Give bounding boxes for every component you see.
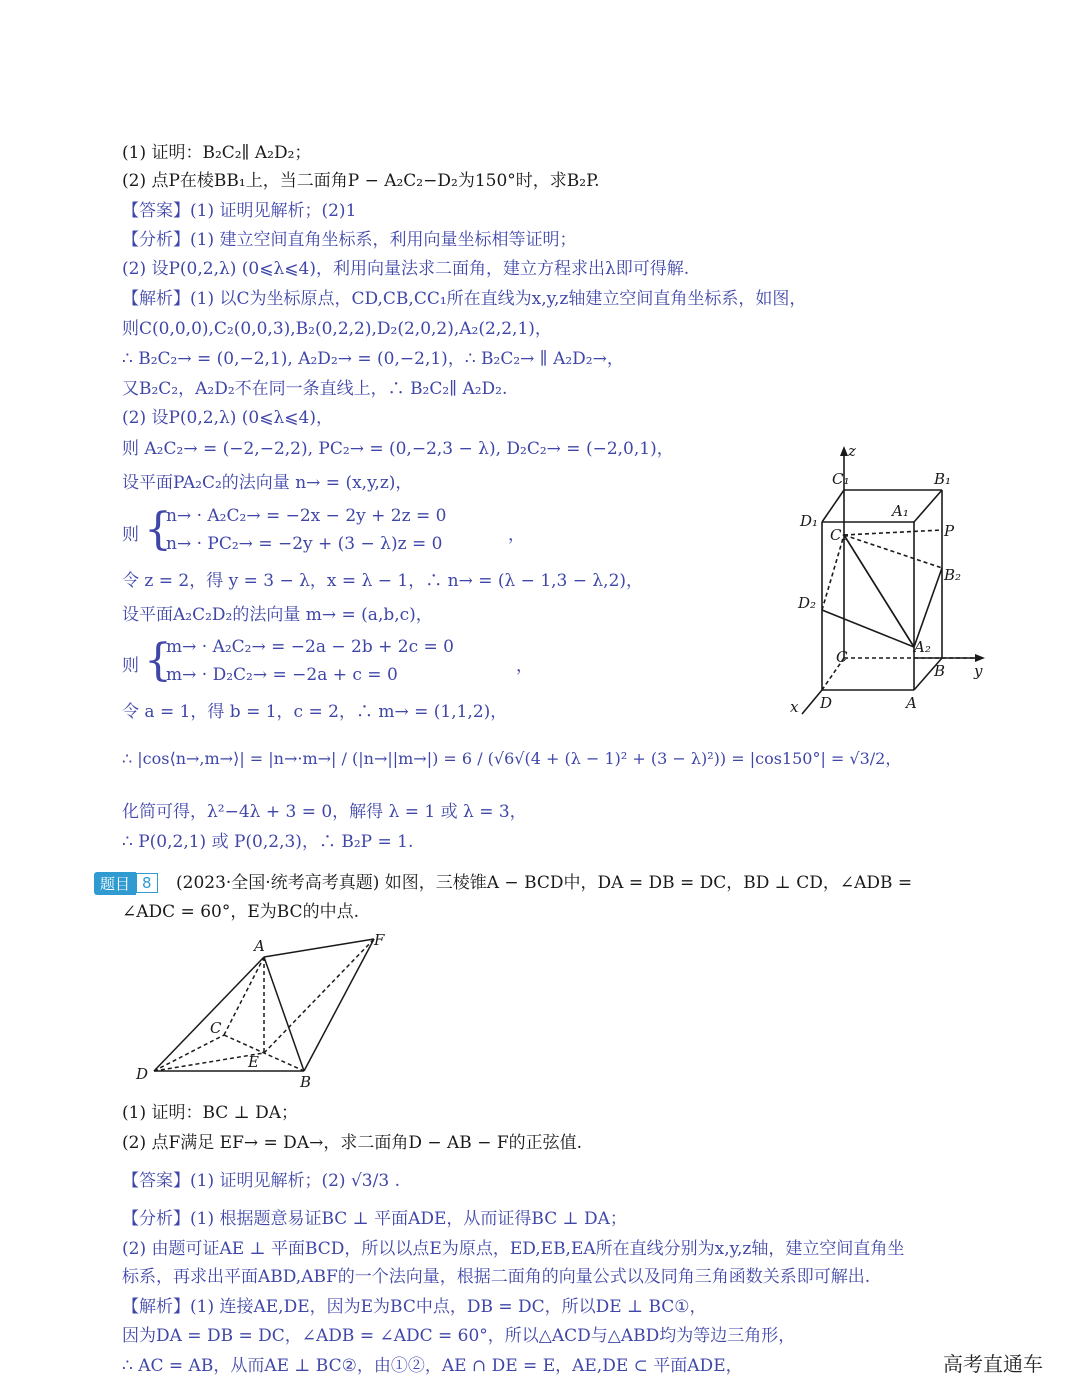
solution-line-3: ∴ AC = AB，从而AE ⊥ BC②，由①②，AE ∩ DE = E，AE,DE ⊂ 平面ADE， <box>122 1356 743 1376</box>
label-y: y <box>974 662 983 680</box>
line-e-f <box>264 939 374 1053</box>
solution-line-7: 设平面PA₂C₂的法向量 n→ = (x,y,z)， <box>122 473 413 493</box>
solution-line-5: (2) 设P(0,2,λ) (0⩽λ⩽4)， <box>122 408 333 428</box>
label-d1: D₁ <box>800 512 819 530</box>
label-p: P <box>944 522 955 540</box>
label-b: B <box>934 662 946 680</box>
problem-tag-number: 8 <box>136 873 158 893</box>
answer-line: 【答案】(1) 证明见解析；(2)1 <box>122 201 357 221</box>
edge-c1-d1 <box>822 490 844 522</box>
line-a2-b2 <box>914 568 942 647</box>
system-prefix: 则 <box>122 525 139 545</box>
analysis-line-1: 【分析】(1) 根据题意易证BC ⊥ 平面ADE，从而证得BC ⊥ DA； <box>122 1209 627 1229</box>
line-c2-b2 <box>844 535 942 568</box>
label-b: B <box>300 1073 312 1091</box>
analysis-line-2: (2) 由题可证AE ⊥ 平面BCD，所以以点E为原点，ED,EB,EA所在直线分别为x,y,z轴，建立空间直角坐 <box>122 1239 905 1259</box>
problem-tag <box>94 871 158 895</box>
figure-tetrahedron <box>122 925 397 1093</box>
figure-prism-coordinates <box>780 440 1010 725</box>
edge-a-f <box>264 939 374 957</box>
label-d: D <box>820 694 833 712</box>
label-z: z <box>848 442 856 460</box>
line-d2-c2 <box>822 535 844 610</box>
solution-line-1: 【解析】(1) 连接AE,DE，因为E为BC中点，DB = DC，所以DE ⊥ BC①， <box>122 1297 707 1317</box>
system-suffix: ， <box>516 656 533 676</box>
solution-line-13: ∴ P(0,2,1) 或 P(0,2,3)，∴ B₂P = 1. <box>122 832 414 852</box>
solution-line-10: 令 a = 1，得 b = 1，c = 2，∴ m→ = (1,1,2)， <box>122 702 508 722</box>
label-f: F <box>374 931 385 949</box>
analysis-line-3: 标系，再求出平面ABD,ABF的一个法向量，根据二面角的向量公式以及同角三角函数关系即可解出. <box>122 1267 871 1287</box>
problem-tag-label: 题目 <box>94 872 136 895</box>
solution-line-11-formula: ∴ |cos⟨n→,m→⟩| = |n→·m→| / (|n→||m→|) = 6 / (√6√(4 + (λ − 1)² + (3 − λ)²)) = |cos150°| = √3/2， <box>122 749 902 768</box>
z-axis-arrow <box>840 446 848 456</box>
label-a2: A₂ <box>914 638 931 656</box>
label-e: E <box>248 1053 259 1071</box>
analysis-line-2: (2) 设P(0,2,λ) (0⩽λ⩽4)，利用向量法求二面角，建立方程求出λ即可得解. <box>122 259 690 279</box>
line-d2-a2 <box>822 610 914 647</box>
problem-stem-2: ∠ADC = 60°，E为BC的中点. <box>122 902 359 922</box>
solution-line-2: 因为DA = DB = DC，∠ADB = ∠ADC = 60°，所以△ACD与△ABD均为等边三角形， <box>122 1326 796 1346</box>
solution-line-1: 【解析】(1) 以C为坐标原点，CD,CB,CC₁所在直线为x,y,z轴建立空间直角坐标系，如图， <box>122 289 807 309</box>
solution-line-8: 令 z = 2，得 y = 3 − λ，x = λ − 1，∴ n→ = (λ − 1,3 − λ,2)， <box>122 571 644 591</box>
answer-line: 【答案】(1) 证明见解析；(2) √3/3 . <box>122 1171 400 1191</box>
solution-line-3: ∴ B₂C₂→ = (0,−2,1), A₂D₂→ = (0,−2,1)，∴ B₂C₂→ ∥ A₂D₂→， <box>122 349 624 369</box>
left-brace: { <box>144 504 172 555</box>
solution-line-4: 又B₂C₂，A₂D₂不在同一条直线上，∴ B₂C₂∥ A₂D₂. <box>122 379 508 399</box>
line-c2-p <box>844 530 942 535</box>
system-suffix: ， <box>508 525 525 545</box>
edge-c-a <box>224 957 264 1035</box>
system-row-1: n→ · A₂C₂→ = −2x − 2y + 2z = 0 <box>166 506 447 526</box>
question-part-2: (2) 点P在棱BB₁上，当二面角P − A₂C₂−D₂为150°时，求B₂P. <box>122 171 600 191</box>
label-c: C <box>836 648 848 666</box>
solution-line-9: 设平面A₂C₂D₂的法向量 m→ = (a,b,c)， <box>122 605 433 625</box>
label-b2: B₂ <box>944 566 962 584</box>
y-axis-arrow <box>975 654 985 662</box>
label-b1: B₁ <box>934 470 952 488</box>
edge-b1-a1 <box>914 490 942 522</box>
question-part-2: (2) 点F满足 EF→ = DA→，求二面角D − AB − F的正弦值. <box>122 1133 583 1153</box>
solution-line-6: 则 A₂C₂→ = (−2,−2,2), PC₂→ = (0,−2,3 − λ), D₂C₂→ = (−2,0,1)， <box>122 439 674 459</box>
system-row-2: n→ · PC₂→ = −2y + (3 − λ)z = 0 <box>166 534 443 554</box>
label-c: C <box>210 1019 222 1037</box>
edge-a-b <box>264 957 304 1071</box>
label-a: A <box>906 694 917 712</box>
label-c1: C₁ <box>832 470 850 488</box>
label-d: D <box>136 1065 149 1083</box>
system-prefix: 则 <box>122 656 139 676</box>
label-a1: A₁ <box>892 502 909 520</box>
label-c2: C₂ <box>830 526 848 544</box>
watermark: 高考直通车 <box>943 1352 1043 1376</box>
problem-stem-1: (2023·全国·统考高考真题) 如图，三棱锥A − BCD中，DA = DB = DC，BD ⊥ CD，∠ADB = <box>176 873 913 893</box>
question-part-1: (1) 证明：BC ⊥ DA； <box>122 1103 299 1123</box>
left-brace: { <box>144 635 172 686</box>
solution-line-12: 化简可得，λ²−4λ + 3 = 0，解得 λ = 1 或 λ = 3， <box>122 802 527 822</box>
system-row-1: m→ · A₂C₂→ = −2a − 2b + 2c = 0 <box>166 637 454 657</box>
equation-system-2 <box>122 637 542 697</box>
edge-f-b <box>304 939 374 1071</box>
analysis-line-1: 【分析】(1) 建立空间直角坐标系，利用向量坐标相等证明； <box>122 230 577 250</box>
label-d2: D₂ <box>798 594 817 612</box>
label-x: x <box>790 698 799 716</box>
equation-system-1 <box>122 506 542 566</box>
label-a: A <box>254 937 265 955</box>
solution-line-2: 则C(0,0,0),C₂(0,0,3),B₂(0,2,2),D₂(2,0,2),A₂(2,2,1)， <box>122 319 552 339</box>
line-c2-a2-b <box>844 535 914 647</box>
question-part-1: (1) 证明：B₂C₂∥ A₂D₂； <box>122 143 312 163</box>
x-axis <box>802 690 822 714</box>
system-row-2: m→ · D₂C₂→ = −2a + c = 0 <box>166 665 398 685</box>
